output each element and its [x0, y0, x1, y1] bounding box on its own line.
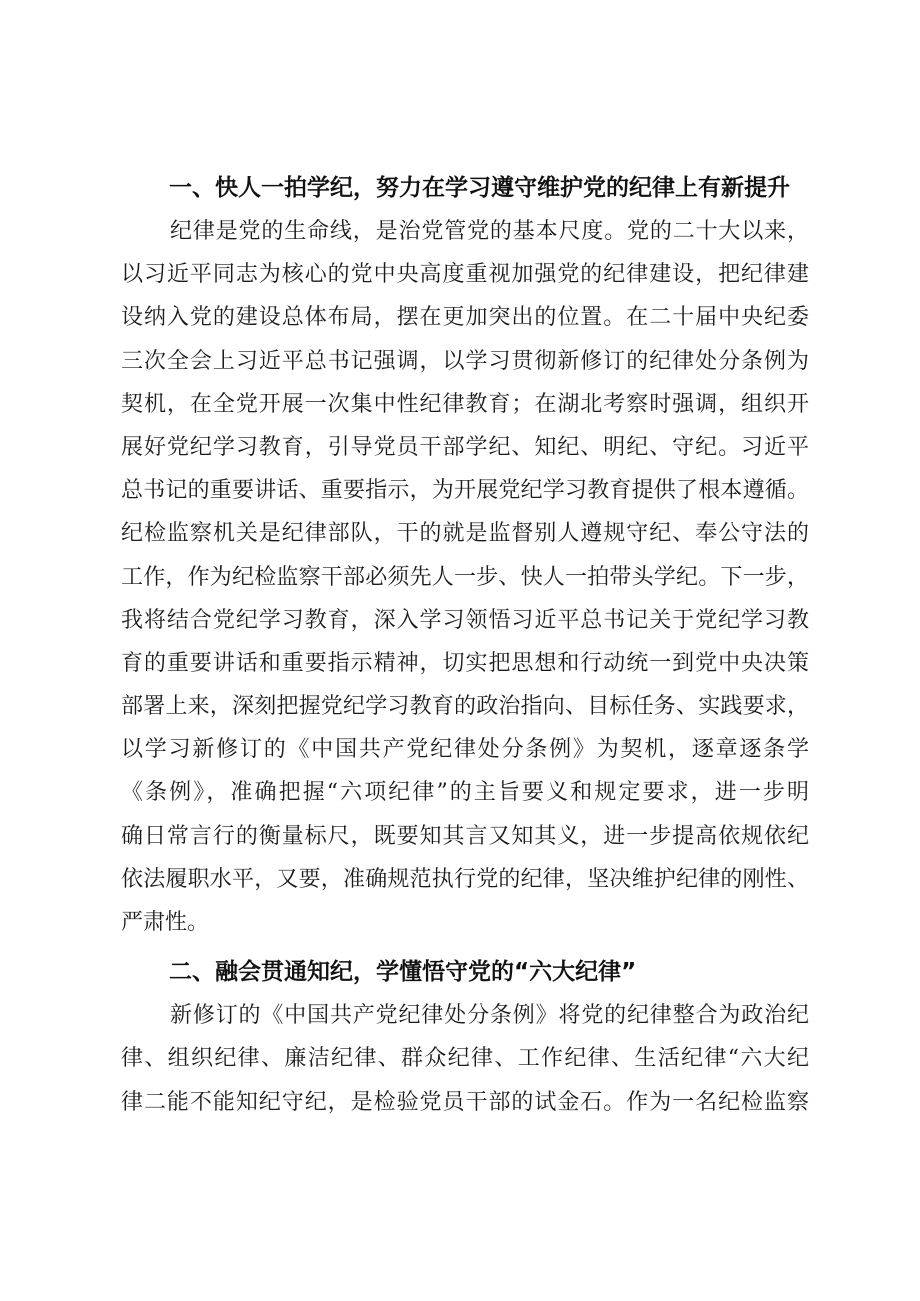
- section-2-paragraph: [121, 994, 809, 1124]
- paragraph-line: 纪律是党的生命线，是治党管党的基本尺度。党的二十大以来，: [170, 219, 809, 244]
- paragraph-line: 新修订的《中国共产党纪律处分条例》将党的纪律整合为政治纪: [170, 1003, 809, 1029]
- paragraph-line: 部署上来，深刻把握党纪学习教育的政治指向、目标任务、实践要求，: [121, 694, 809, 720]
- paragraph-line: 确日常言行的衡量标尺，既要知其言又知其义，进一步提高依规依纪: [121, 823, 809, 849]
- paragraph-line: 三次全会上习近平总书记强调，以学习贯彻新修订的纪律处分条例为: [121, 348, 809, 374]
- document-body: [121, 166, 809, 1124]
- paragraph-line: 以习近平同志为核心的党中央高度重视加强党的纪律建设，把纪律建: [121, 262, 809, 288]
- paragraph-line: 总书记的重要讲话、重要指示，为开展党纪学习教育提供了根本遵循。: [121, 478, 809, 504]
- paragraph-line: 律、组织纪律、廉洁纪律、群众纪律、工作纪律、生活纪律“六大纪: [121, 1046, 809, 1072]
- paragraph-line: 设纳入党的建设总体布局，摆在更加突出的位置。在二十届中央纪委: [121, 305, 809, 331]
- paragraph-line: 契机，在全党开展一次集中性纪律教育；在湖北考察时强调，组织开: [121, 391, 809, 417]
- paragraph-line: 依法履职水平，又要，准确规范执行党的纪律，坚决维护纪律的刚性、: [121, 866, 809, 892]
- paragraph-line: 育的重要讲话和重要指示精神，切实把思想和行动统一到党中央决策: [121, 650, 809, 676]
- section-1-paragraph: [121, 210, 809, 944]
- section-heading-2: 二、融会贯通知纪，学懂悟守党的“六大纪律”: [169, 959, 637, 986]
- paragraph-line: 展好党纪学习教育，引导党员干部学纪、知纪、明纪、守纪。习近平: [121, 434, 809, 460]
- paragraph-line: 纪检监察机关是纪律部队，干的就是监督别人遵规守纪、奉公守法的: [121, 521, 809, 547]
- section-heading-1: 一、快人一拍学纪，努力在学习遵守维护党的纪律上有新提升: [169, 175, 790, 201]
- paragraph-line: 我将结合党纪学习教育，深入学习领悟习近平总书记关于党纪学习教: [121, 607, 809, 633]
- paragraph-line: 以学习新修订的《中国共产党纪律处分条例》为契机，逐章逐条学: [121, 737, 809, 763]
- paragraph-line: 律二能不能知纪守纪，是检验党员干部的试金石。作为一名纪检监察: [121, 1089, 809, 1115]
- paragraph-line: 严肃性。: [121, 910, 210, 935]
- paragraph-line: 工作，作为纪检监察干部必须先人一步、快人一拍带头学纪。下一步，: [121, 564, 809, 590]
- paragraph-line: 《条例》，准确把握“六项纪律”的主旨要义和规定要求，进一步明: [121, 780, 809, 806]
